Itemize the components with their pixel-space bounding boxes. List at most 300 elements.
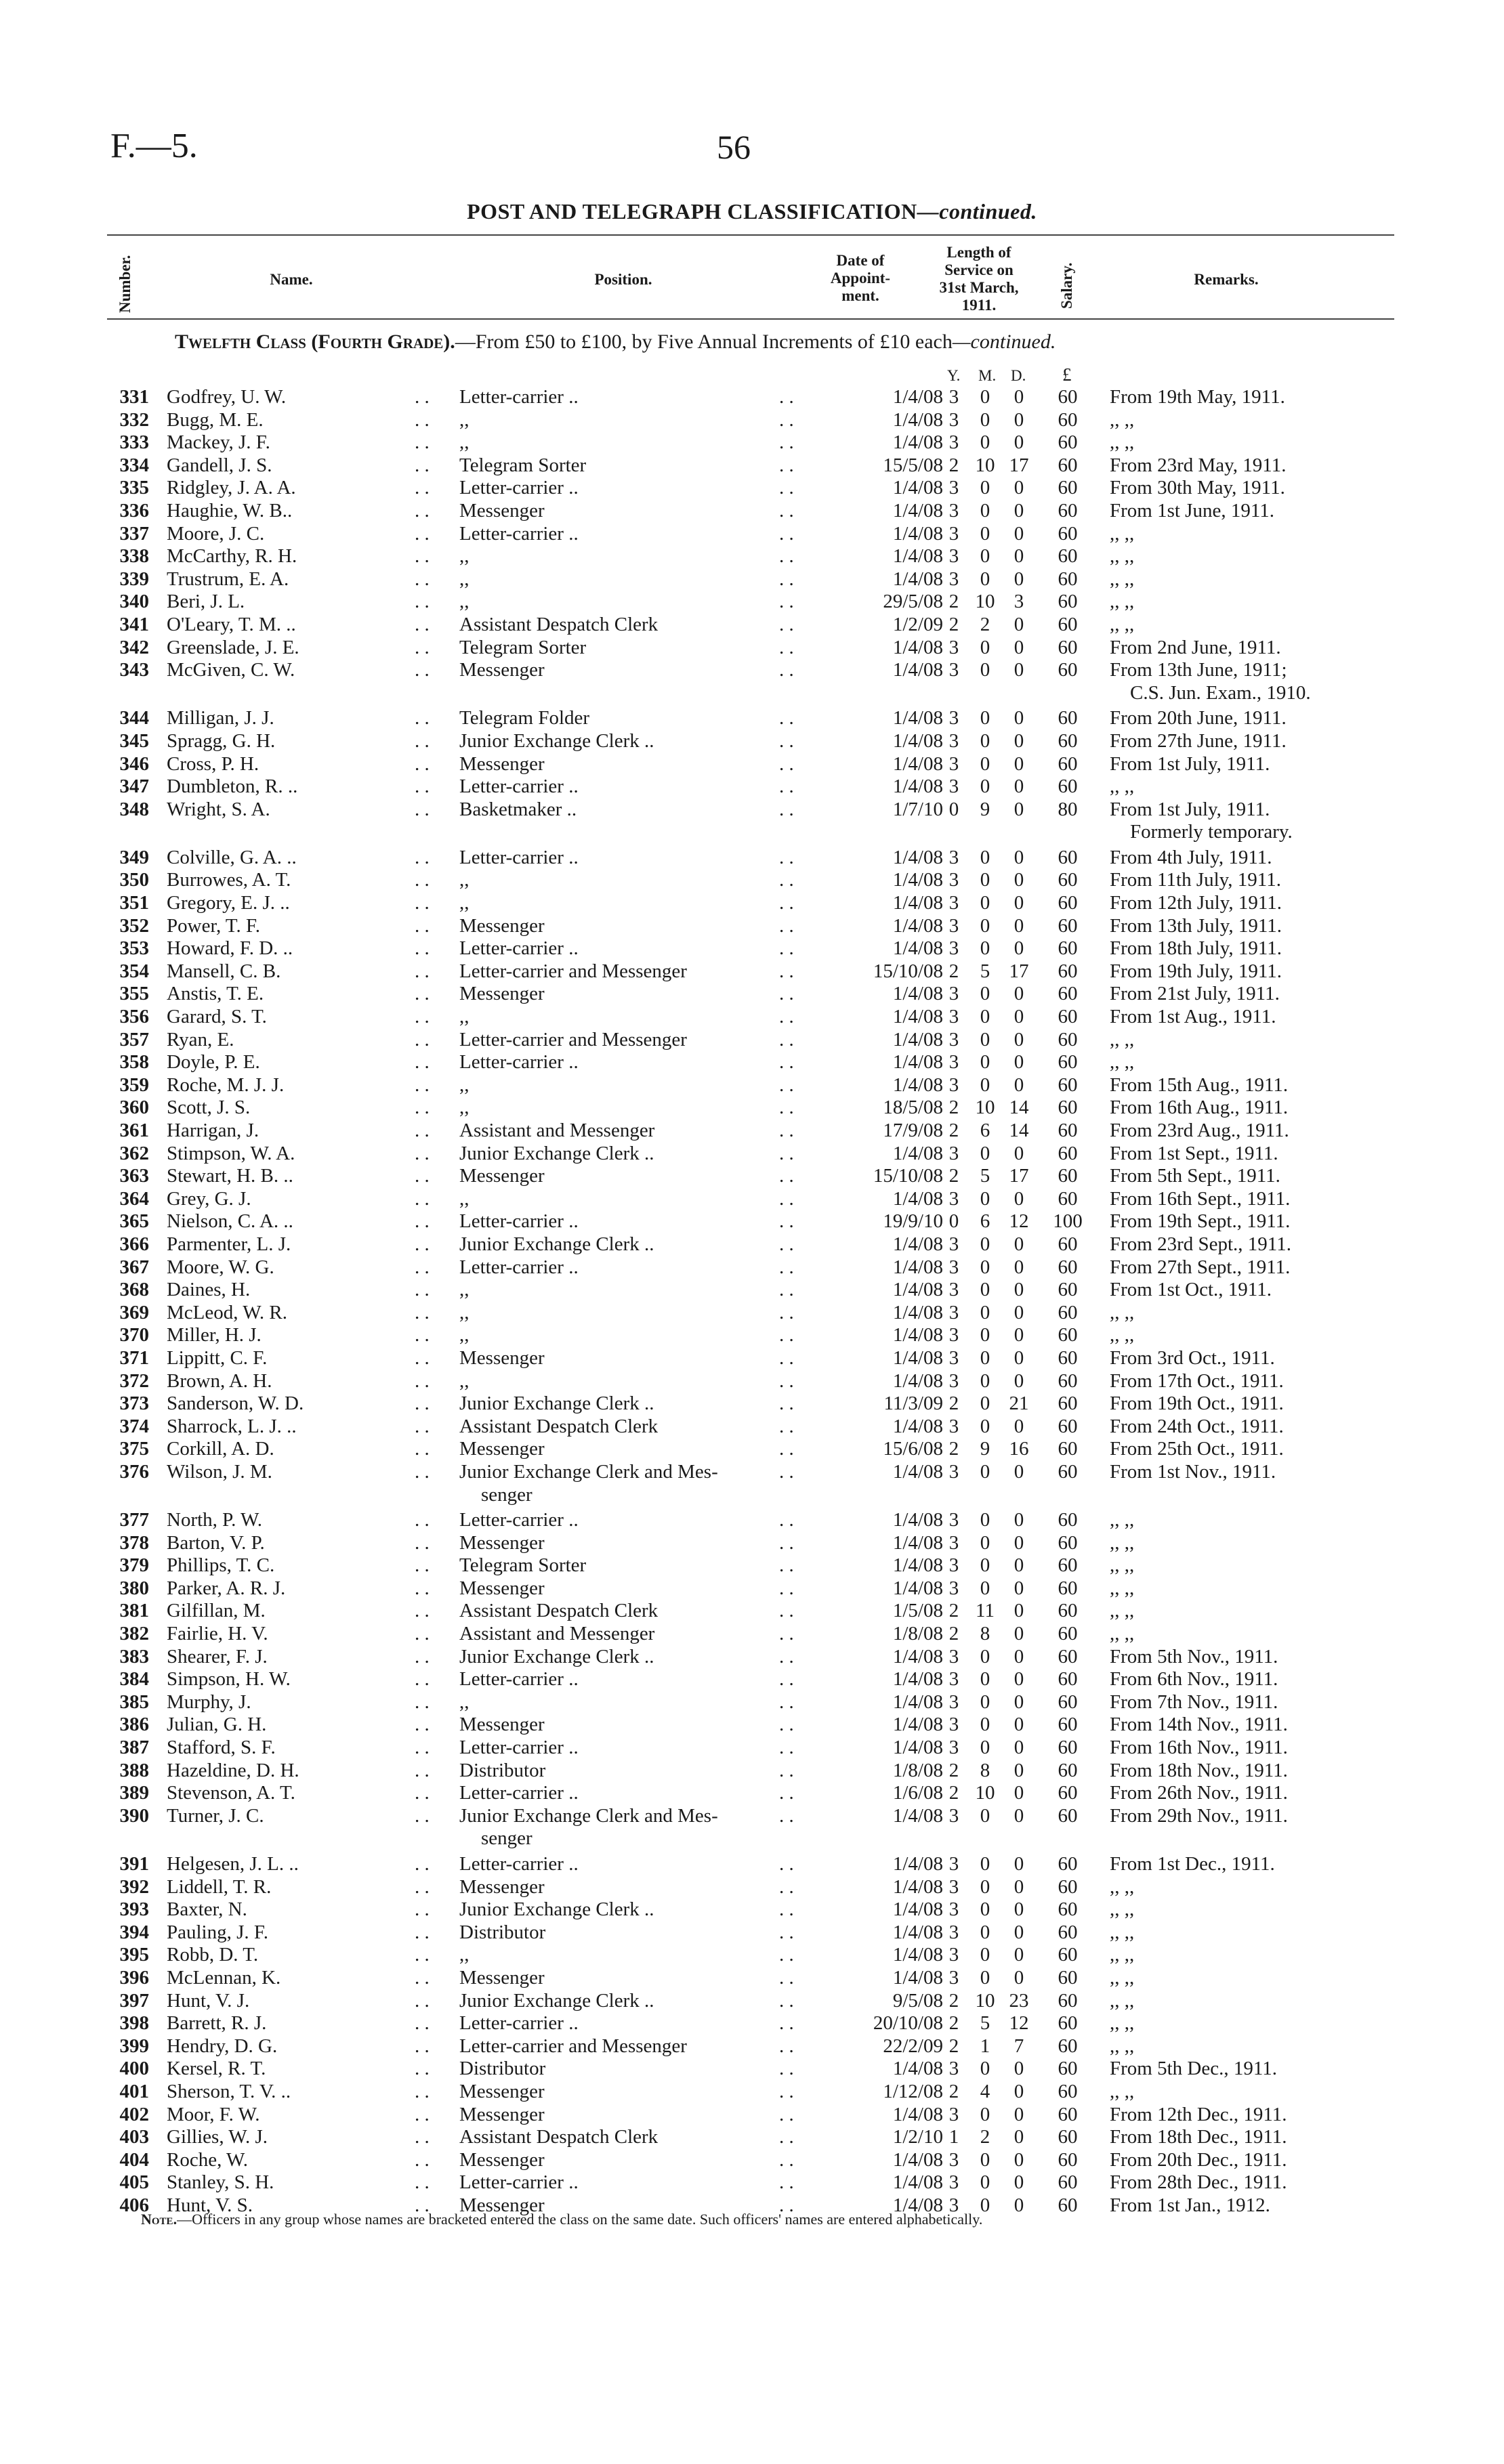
- header-remarks: Remarks.: [1194, 271, 1259, 288]
- footnote-text: —Officers in any group whose names are bracketed entered the class on the same date. Such officers' names are entered alphabetically.: [177, 2211, 983, 2228]
- cell-remarks: From 21st July, 1911.: [1110, 983, 1280, 1005]
- cell-position: ,,: [459, 869, 469, 891]
- leader-dots: . .: [779, 2058, 794, 2080]
- cell-years: 3: [948, 2058, 959, 2080]
- table-row: [0, 2058, 1504, 2081]
- table-row: [0, 2035, 1504, 2058]
- table-row: [0, 591, 1504, 614]
- table-row: [0, 1898, 1504, 1921]
- cell-years: 3: [948, 2194, 959, 2216]
- cell-name: Mackey, J. F.: [167, 431, 270, 454]
- cell-years: 3: [948, 1804, 959, 1827]
- cell-remarks-continued: Formerly temporary.: [1130, 821, 1293, 843]
- leader-dots: . .: [779, 1921, 794, 1943]
- cell-name: Stevenson, A. T.: [167, 1782, 295, 1804]
- cell-number: 349: [119, 846, 149, 868]
- cell-days: 0: [1014, 892, 1024, 914]
- cell-days: 23: [1009, 1989, 1029, 2012]
- cell-days: 0: [1014, 1645, 1024, 1668]
- leader-dots: . .: [779, 1509, 794, 1531]
- cell-number: 391: [119, 1853, 149, 1875]
- leader-dots: . .: [415, 707, 430, 729]
- table-row: [0, 1944, 1504, 1967]
- leader-dots: . .: [779, 1051, 794, 1074]
- leader-dots: . .: [779, 2035, 794, 2057]
- cell-remarks: From 1st July, 1911.: [1110, 752, 1270, 775]
- cell-days: 0: [1014, 2194, 1024, 2216]
- cell-months: 0: [980, 408, 990, 431]
- leader-dots: . .: [415, 386, 430, 408]
- leader-dots: . .: [415, 1668, 430, 1691]
- unit-days: D.: [1011, 367, 1026, 384]
- cell-days: 0: [1014, 983, 1024, 1005]
- cell-months: 0: [980, 636, 990, 658]
- cell-years: 3: [948, 1233, 959, 1255]
- cell-salary: 60: [1058, 1804, 1078, 1827]
- cell-months: 0: [980, 1853, 990, 1875]
- cell-position: Junior Exchange Clerk ..: [459, 1142, 654, 1164]
- cell-remarks: From 27th Sept., 1911.: [1110, 1256, 1291, 1278]
- cell-days: 0: [1014, 707, 1024, 729]
- cell-remarks: From 13th June, 1911;: [1110, 659, 1287, 681]
- cell-days: 0: [1014, 937, 1024, 960]
- cell-months: 0: [980, 1898, 990, 1921]
- cell-number: 383: [119, 1645, 149, 1668]
- cell-number: 372: [119, 1369, 149, 1392]
- cell-name: Moore, W. G.: [167, 1256, 274, 1278]
- cell-remarks: From 18th July, 1911.: [1110, 937, 1282, 960]
- cell-date: 1/8/08: [892, 1623, 943, 1645]
- cell-remarks: From 25th Oct., 1911.: [1110, 1438, 1284, 1460]
- table-row: [0, 1577, 1504, 1600]
- cell-salary: 60: [1058, 1393, 1078, 1415]
- cell-date: 1/4/08: [892, 2148, 943, 2171]
- leader-dots: . .: [779, 752, 794, 775]
- cell-months: 0: [980, 1554, 990, 1577]
- cell-remarks: ,, ,,: [1110, 1301, 1135, 1323]
- cell-date: 1/4/08: [892, 1460, 943, 1483]
- cell-days: 0: [1014, 1006, 1024, 1028]
- table-row: [0, 1714, 1504, 1737]
- table-row: [0, 1324, 1504, 1347]
- cell-number: 399: [119, 2035, 149, 2057]
- leader-dots: . .: [779, 1028, 794, 1050]
- cell-months: 0: [980, 752, 990, 775]
- leader-dots: . .: [779, 914, 794, 937]
- cell-name: Burrowes, A. T.: [167, 869, 291, 891]
- cell-months: 10: [975, 591, 995, 613]
- cell-name: Moore, J. C.: [167, 522, 265, 545]
- cell-salary: 60: [1058, 1645, 1078, 1668]
- table-row: [0, 2149, 1504, 2172]
- cell-position: ,,: [459, 408, 469, 431]
- cell-days: 0: [1014, 1142, 1024, 1164]
- table-row: [0, 1967, 1504, 1990]
- leader-dots: . .: [415, 798, 430, 820]
- leader-dots: . .: [415, 1509, 430, 1531]
- cell-salary: 60: [1058, 1737, 1078, 1759]
- cell-date: 1/4/08: [892, 776, 943, 798]
- cell-position: ,,: [459, 1301, 469, 1323]
- cell-number: 397: [119, 1989, 149, 2012]
- cell-salary: 60: [1058, 1006, 1078, 1028]
- cell-position: Letter-carrier and Messenger: [459, 1028, 687, 1050]
- cell-date: 1/4/08: [892, 431, 943, 454]
- cell-date: 1/2/09: [892, 613, 943, 635]
- cell-remarks: From 1st July, 1911.: [1110, 798, 1270, 820]
- cell-position: Letter-carrier ..: [459, 1256, 579, 1278]
- cell-days: 21: [1009, 1393, 1029, 1415]
- cell-name: Liddell, T. R.: [167, 1875, 272, 1898]
- table-row: [0, 1097, 1504, 1120]
- cell-number: 390: [119, 1804, 149, 1827]
- cell-remarks: From 13th July, 1911.: [1110, 914, 1282, 937]
- cell-number: 363: [119, 1165, 149, 1187]
- table-row: [0, 1279, 1504, 1302]
- leader-dots: . .: [779, 1898, 794, 1921]
- cell-salary: 60: [1058, 869, 1078, 891]
- cell-remarks: From 1st June, 1911.: [1110, 499, 1275, 522]
- leader-dots: . .: [415, 454, 430, 476]
- leader-dots: . .: [415, 2103, 430, 2125]
- header-number: Number.: [117, 255, 133, 313]
- leader-dots: . .: [779, 1966, 794, 1989]
- cell-days: 0: [1014, 386, 1024, 408]
- cell-date: 1/4/08: [892, 846, 943, 868]
- cell-remarks: From 17th Oct., 1911.: [1110, 1369, 1284, 1392]
- cell-position: ,,: [459, 1187, 469, 1210]
- cell-number: 374: [119, 1415, 149, 1437]
- cell-name: Haughie, W. B..: [167, 499, 293, 522]
- cell-date: 20/10/08: [873, 2012, 943, 2035]
- leader-dots: . .: [779, 1600, 794, 1622]
- cell-remarks: From 20th Dec., 1911.: [1110, 2148, 1287, 2171]
- cell-name: Scott, J. S.: [167, 1097, 251, 1119]
- cell-salary: 60: [1058, 1853, 1078, 1875]
- cell-position: Junior Exchange Clerk ..: [459, 1989, 654, 2012]
- cell-years: 3: [948, 636, 959, 658]
- leader-dots: . .: [779, 477, 794, 499]
- cell-date: 1/7/10: [892, 798, 943, 820]
- leader-dots: . .: [415, 2171, 430, 2194]
- table-row: [0, 1805, 1504, 1850]
- table-row: [0, 753, 1504, 776]
- cell-months: 0: [980, 937, 990, 960]
- cell-date: 1/4/08: [892, 522, 943, 545]
- table-row: [0, 1074, 1504, 1097]
- leader-dots: . .: [415, 846, 430, 868]
- cell-name: Beri, J. L.: [167, 591, 245, 613]
- cell-days: 0: [1014, 1668, 1024, 1691]
- table-row: [0, 1600, 1504, 1623]
- cell-position: Assistant and Messenger: [459, 1120, 655, 1141]
- classification-table: [0, 386, 1504, 2217]
- leader-dots: . .: [415, 960, 430, 982]
- cell-date: 1/4/08: [892, 729, 943, 752]
- leader-dots: . .: [779, 1187, 794, 1210]
- cell-remarks: ,, ,,: [1110, 1921, 1135, 1943]
- cell-date: 1/4/08: [892, 1233, 943, 1255]
- cell-position: Letter-carrier ..: [459, 477, 579, 499]
- cell-days: 0: [1014, 1804, 1024, 1827]
- cell-position: Letter-carrier ..: [459, 776, 579, 798]
- cell-position: Junior Exchange Clerk ..: [459, 1645, 654, 1668]
- cell-number: 369: [119, 1301, 149, 1323]
- cell-name: Cross, P. H.: [167, 752, 259, 775]
- cell-name: Greenslade, J. E.: [167, 636, 299, 658]
- cell-salary: 60: [1058, 914, 1078, 937]
- cell-name: O'Leary, T. M. ..: [167, 613, 296, 635]
- cell-years: 3: [948, 1028, 959, 1050]
- cell-number: 348: [119, 798, 149, 820]
- leader-dots: . .: [779, 1853, 794, 1875]
- cell-years: 3: [948, 914, 959, 937]
- cell-days: 0: [1014, 1531, 1024, 1554]
- leader-dots: . .: [779, 1944, 794, 1966]
- cell-salary: 60: [1058, 2126, 1078, 2148]
- cell-position: Junior Exchange Clerk and Mes-: [459, 1804, 718, 1827]
- cell-days: 0: [1014, 499, 1024, 522]
- leader-dots: . .: [779, 1714, 794, 1736]
- cell-date: 1/4/08: [892, 659, 943, 681]
- cell-name: McCarthy, R. H.: [167, 545, 297, 568]
- cell-number: 392: [119, 1875, 149, 1898]
- cell-number: 388: [119, 1759, 149, 1781]
- cell-days: 0: [1014, 1187, 1024, 1210]
- cell-date: 1/4/08: [892, 1415, 943, 1437]
- table-row: [0, 983, 1504, 1006]
- cell-name: Stafford, S. F.: [167, 1737, 276, 1759]
- cell-years: 1: [948, 2126, 959, 2148]
- cell-position: Messenger: [459, 659, 545, 681]
- cell-date: 1/4/08: [892, 636, 943, 658]
- cell-salary: 60: [1058, 1875, 1078, 1898]
- cell-name: Trustrum, E. A.: [167, 568, 289, 590]
- cell-months: 5: [980, 1165, 990, 1187]
- cell-months: 0: [980, 545, 990, 568]
- cell-days: 0: [1014, 1623, 1024, 1645]
- leader-dots: . .: [415, 1714, 430, 1736]
- title-suffix: —continued.: [917, 199, 1037, 224]
- cell-days: 0: [1014, 659, 1024, 681]
- cell-months: 11: [976, 1600, 995, 1622]
- cell-years: 3: [948, 659, 959, 681]
- cell-number: 334: [119, 454, 149, 476]
- cell-days: 17: [1009, 1165, 1029, 1187]
- table-row: [0, 1509, 1504, 1532]
- leader-dots: . .: [779, 1759, 794, 1781]
- cell-salary: 80: [1058, 798, 1078, 820]
- cell-position: ,,: [459, 1691, 469, 1713]
- cell-months: 0: [980, 1577, 990, 1599]
- cell-remarks: ,, ,,: [1110, 591, 1135, 613]
- leader-dots: . .: [779, 1737, 794, 1759]
- cell-name: Bugg, M. E.: [167, 408, 264, 431]
- cell-remarks: ,, ,,: [1110, 2012, 1135, 2035]
- leader-dots: . .: [415, 1097, 430, 1119]
- cell-remarks: From 28th Dec., 1911.: [1110, 2171, 1287, 2194]
- cell-name: Spragg, G. H.: [167, 729, 276, 752]
- cell-number: 396: [119, 1966, 149, 1989]
- table-row: [0, 1554, 1504, 1577]
- leader-dots: . .: [415, 1346, 430, 1369]
- header-position: Position.: [594, 271, 652, 288]
- leader-dots: . .: [779, 776, 794, 798]
- leader-dots: . .: [415, 1074, 430, 1096]
- cell-date: 1/5/08: [892, 1600, 943, 1622]
- cell-days: 0: [1014, 431, 1024, 454]
- cell-date: 1/4/08: [892, 1714, 943, 1736]
- table-row: [0, 1347, 1504, 1370]
- cell-days: 0: [1014, 408, 1024, 431]
- leader-dots: . .: [415, 408, 430, 431]
- cell-name: Parker, A. R. J.: [167, 1577, 286, 1599]
- leader-dots: . .: [779, 1460, 794, 1483]
- table-row: [0, 1737, 1504, 1760]
- cell-position-continued: senger: [481, 1483, 532, 1506]
- leader-dots: . .: [415, 1782, 430, 1804]
- cell-remarks: ,, ,,: [1110, 1875, 1135, 1898]
- cell-salary: 60: [1058, 1966, 1078, 1989]
- cell-number: 352: [119, 914, 149, 937]
- class-heading: [175, 331, 1056, 354]
- cell-date: 15/10/08: [873, 1165, 943, 1187]
- cell-name: Milligan, J. J.: [167, 707, 274, 729]
- cell-position: Junior Exchange Clerk ..: [459, 1393, 654, 1415]
- cell-position: ,,: [459, 1324, 469, 1346]
- cell-name: Garard, S. T.: [167, 1006, 267, 1028]
- cell-position: Basketmaker ..: [459, 798, 577, 820]
- cell-months: 0: [980, 2058, 990, 2080]
- cell-salary: 60: [1058, 1256, 1078, 1278]
- cell-days: 0: [1014, 1554, 1024, 1577]
- cell-name: McLeod, W. R.: [167, 1301, 288, 1323]
- cell-years: 3: [948, 1006, 959, 1028]
- cell-salary: 60: [1058, 937, 1078, 960]
- cell-months: 2: [980, 613, 990, 635]
- cell-name: Hunt, V. S.: [167, 2194, 253, 2216]
- leader-dots: . .: [779, 1279, 794, 1301]
- cell-position: Messenger: [459, 1165, 545, 1187]
- table-row: [0, 614, 1504, 637]
- leader-dots: . .: [779, 960, 794, 982]
- cell-name: Pauling, J. F.: [167, 1921, 268, 1943]
- header-bottom-rule: [107, 318, 1394, 320]
- leader-dots: . .: [415, 591, 430, 613]
- cell-remarks: From 23rd Aug., 1911.: [1110, 1120, 1289, 1141]
- cell-months: 8: [980, 1759, 990, 1781]
- cell-number: 336: [119, 499, 149, 522]
- cell-years: 3: [948, 1737, 959, 1759]
- cell-years: 2: [948, 1623, 959, 1645]
- table-row: [0, 2081, 1504, 2104]
- leader-dots: . .: [779, 729, 794, 752]
- cell-remarks: From 5th Nov., 1911.: [1110, 1645, 1278, 1668]
- page-number: 56: [717, 128, 751, 166]
- leader-dots: . .: [779, 545, 794, 568]
- leader-dots: . .: [415, 1006, 430, 1028]
- cell-days: 0: [1014, 869, 1024, 891]
- cell-number: 395: [119, 1944, 149, 1966]
- cell-date: 1/4/08: [892, 1301, 943, 1323]
- cell-days: 0: [1014, 752, 1024, 775]
- cell-number: 337: [119, 522, 149, 545]
- cell-remarks: From 18th Nov., 1911.: [1110, 1759, 1288, 1781]
- page-id: F.—5.: [110, 127, 198, 165]
- cell-number: 380: [119, 1577, 149, 1599]
- cell-days: 0: [1014, 1966, 1024, 1989]
- cell-name: Gandell, J. S.: [167, 454, 272, 476]
- cell-date: 1/4/08: [892, 2171, 943, 2194]
- cell-days: 0: [1014, 1782, 1024, 1804]
- cell-salary: 60: [1058, 846, 1078, 868]
- cell-name: Kersel, R. T.: [167, 2058, 266, 2080]
- cell-salary: 60: [1058, 1165, 1078, 1187]
- cell-name: Fairlie, H. V.: [167, 1623, 268, 1645]
- cell-remarks: ,, ,,: [1110, 545, 1135, 568]
- leader-dots: . .: [779, 1233, 794, 1255]
- cell-position: Letter-carrier ..: [459, 1737, 579, 1759]
- cell-remarks: ,, ,,: [1110, 522, 1135, 545]
- table-row: [0, 500, 1504, 523]
- cell-position: Messenger: [459, 1438, 545, 1460]
- cell-days: 0: [1014, 522, 1024, 545]
- cell-name: Parmenter, L. J.: [167, 1233, 291, 1255]
- leader-dots: . .: [415, 1921, 430, 1943]
- cell-years: 2: [948, 1097, 959, 1119]
- cell-number: 400: [119, 2058, 149, 2080]
- cell-days: 0: [1014, 1714, 1024, 1736]
- cell-months: 0: [980, 776, 990, 798]
- cell-position: Junior Exchange Clerk ..: [459, 1233, 654, 1255]
- cell-salary: 60: [1058, 2194, 1078, 2216]
- table-row: [0, 659, 1504, 704]
- cell-years: 3: [948, 1460, 959, 1483]
- table-row: [0, 892, 1504, 915]
- cell-days: 0: [1014, 729, 1024, 752]
- cell-date: 1/4/08: [892, 1074, 943, 1096]
- cell-months: 0: [980, 568, 990, 590]
- cell-date: 18/5/08: [883, 1097, 943, 1119]
- leader-dots: . .: [415, 522, 430, 545]
- cell-date: 1/4/08: [892, 568, 943, 590]
- cell-name: North, P. W.: [167, 1509, 263, 1531]
- cell-date: 1/4/08: [892, 545, 943, 568]
- cell-days: 0: [1014, 1279, 1024, 1301]
- leader-dots: . .: [415, 2080, 430, 2102]
- cell-years: 3: [948, 1074, 959, 1096]
- cell-position: Assistant Despatch Clerk: [459, 1415, 659, 1437]
- cell-months: 0: [980, 2171, 990, 2194]
- cell-date: 22/2/09: [883, 2035, 943, 2057]
- cell-days: 0: [1014, 1256, 1024, 1278]
- footnote-label: Note.: [141, 2211, 177, 2228]
- cell-remarks: ,, ,,: [1110, 1898, 1135, 1921]
- leader-dots: . .: [779, 2103, 794, 2125]
- cell-position: Messenger: [459, 1875, 545, 1898]
- leader-dots: . .: [415, 1393, 430, 1415]
- cell-name: Murphy, J.: [167, 1691, 251, 1713]
- table-row: [0, 637, 1504, 660]
- cell-number: 356: [119, 1006, 149, 1028]
- footnote: [141, 2211, 982, 2228]
- cell-name: Howard, F. D. ..: [167, 937, 293, 960]
- cell-position: Assistant Despatch Clerk: [459, 2126, 659, 2148]
- cell-date: 1/4/08: [892, 1691, 943, 1713]
- cell-position: Letter-carrier ..: [459, 937, 579, 960]
- leader-dots: . .: [415, 1966, 430, 1989]
- cell-name: Corkill, A. D.: [167, 1438, 274, 1460]
